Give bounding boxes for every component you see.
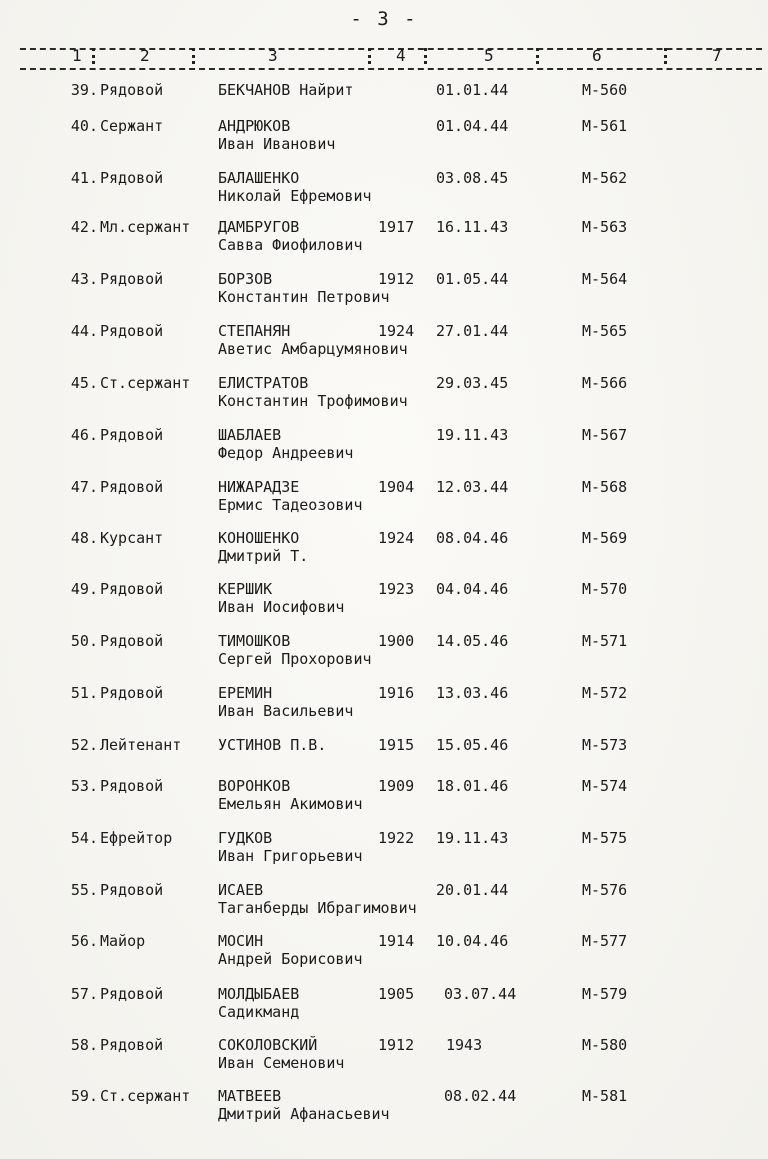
entry-rank: Рядовой — [100, 81, 164, 99]
entry-number: 41. — [70, 169, 98, 187]
column-header-3: 3 — [268, 46, 278, 65]
entry-rank: Рядовой — [100, 777, 164, 795]
column-header-row — [0, 46, 768, 68]
entry-date: 01.05.44 — [436, 270, 509, 288]
entry-given-name: Иван Иосифович — [218, 598, 345, 616]
entry-code: М-564 — [582, 270, 628, 288]
entry-birth-year: 1915 — [378, 736, 415, 754]
entry-given-name: Иван Григорьевич — [218, 847, 363, 865]
entry-number: 57. — [70, 985, 98, 1003]
entry-rank: Рядовой — [100, 684, 164, 702]
entry-date: 10.04.46 — [436, 932, 509, 950]
entry-surname: БЕКЧАНОВ Найрит — [218, 81, 354, 99]
entry-number: 42. — [70, 218, 98, 236]
list-entry — [0, 169, 768, 219]
entry-given-name: Федор Андреевич — [218, 444, 354, 462]
entry-code: М-580 — [582, 1036, 628, 1054]
entry-code: М-571 — [582, 632, 628, 650]
entry-date: 18.01.46 — [436, 777, 509, 795]
entry-date: 12.03.44 — [436, 478, 509, 496]
entry-given-name: Ермис Тадеозович — [218, 496, 363, 514]
entry-birth-year: 1900 — [378, 632, 415, 650]
entry-date: 04.04.46 — [436, 580, 509, 598]
entry-surname: КЕРШИК — [218, 580, 273, 598]
entry-code: М-569 — [582, 529, 628, 547]
entry-surname: ЕРЕМИН — [218, 684, 273, 702]
entry-given-name: Сергей Прохорович — [218, 650, 372, 668]
entry-rank: Рядовой — [100, 322, 164, 340]
entry-surname: КОНОШЕНКО — [218, 529, 300, 547]
entry-date: 19.11.43 — [436, 426, 509, 444]
entry-code: М-574 — [582, 777, 628, 795]
entry-given-name: Иван Иванович — [218, 135, 336, 153]
entry-code: М-560 — [582, 81, 628, 99]
entry-given-name: Андрей Борисович — [218, 950, 363, 968]
column-header-6: 6 — [592, 46, 602, 65]
column-separator — [664, 48, 670, 64]
entry-number: 50. — [70, 632, 98, 650]
entry-code: М-577 — [582, 932, 628, 950]
entry-rank: Ст.сержант — [100, 374, 191, 392]
entry-code: М-570 — [582, 580, 628, 598]
entry-number: 55. — [70, 881, 98, 899]
entry-number: 45. — [70, 374, 98, 392]
entry-given-name: Иван Васильевич — [218, 702, 354, 720]
entry-birth-year: 1914 — [378, 932, 415, 950]
entry-rank: Рядовой — [100, 881, 164, 899]
entry-surname: БОРЗОВ — [218, 270, 273, 288]
entry-number: 53. — [70, 777, 98, 795]
entry-code: М-573 — [582, 736, 628, 754]
entry-birth-year: 1905 — [378, 985, 415, 1003]
list-entry — [0, 684, 768, 734]
entry-birth-year: 1922 — [378, 829, 415, 847]
entry-surname: ТИМОШКОВ — [218, 632, 291, 650]
entry-surname: СТЕПАНЯН — [218, 322, 291, 340]
entry-birth-year: 1912 — [378, 270, 415, 288]
entry-number: 40. — [70, 117, 98, 135]
entry-date: 08.04.46 — [436, 529, 509, 547]
entry-code: М-565 — [582, 322, 628, 340]
entry-date: 01.04.44 — [436, 117, 509, 135]
entry-given-name: Таганберды Ибрагимович — [218, 899, 417, 917]
entry-number: 46. — [70, 426, 98, 444]
entry-rank: Рядовой — [100, 478, 164, 496]
entry-number: 48. — [70, 529, 98, 547]
entry-code: М-572 — [582, 684, 628, 702]
entry-given-name: Николай Ефремович — [218, 187, 372, 205]
column-separator — [536, 48, 542, 64]
list-entry — [0, 829, 768, 879]
entry-birth-year: 1924 — [378, 529, 415, 547]
entry-given-name: Константин Петрович — [218, 288, 390, 306]
column-header-1: 1 — [72, 46, 82, 65]
entry-code: М-579 — [582, 985, 628, 1003]
entry-number: 51. — [70, 684, 98, 702]
entry-surname: ВОРОНКОВ — [218, 777, 291, 795]
list-entry — [0, 426, 768, 476]
entry-surname: МОЛДЫБАЕВ — [218, 985, 300, 1003]
entry-code: М-561 — [582, 117, 628, 135]
entry-given-name: Дмитрий Т. — [218, 547, 309, 565]
entry-date: 01.01.44 — [436, 81, 509, 99]
entry-code: М-566 — [582, 374, 628, 392]
list-entry — [0, 478, 768, 528]
entry-birth-year: 1924 — [378, 322, 415, 340]
entry-date: 08.02.44 — [444, 1087, 517, 1105]
column-separator — [424, 48, 430, 64]
entry-birth-year: 1916 — [378, 684, 415, 702]
entry-surname: АНДРЮКОВ — [218, 117, 291, 135]
entry-rank: Рядовой — [100, 270, 164, 288]
list-entry — [0, 374, 768, 424]
entry-number: 58. — [70, 1036, 98, 1054]
entry-number: 54. — [70, 829, 98, 847]
entry-surname: ГУДКОВ — [218, 829, 273, 847]
list-entry — [0, 1087, 768, 1137]
page-number: - 3 - — [350, 8, 418, 30]
entry-rank: Рядовой — [100, 632, 164, 650]
entry-code: М-562 — [582, 169, 628, 187]
list-entry — [0, 932, 768, 982]
entry-date: 29.03.45 — [436, 374, 509, 392]
entry-rank: Рядовой — [100, 169, 164, 187]
column-header-2: 2 — [140, 46, 150, 65]
list-entry — [0, 117, 768, 167]
column-header-4: 4 — [396, 46, 406, 65]
list-entry — [0, 777, 768, 827]
entry-code: М-567 — [582, 426, 628, 444]
entry-code: М-581 — [582, 1087, 628, 1105]
entry-date: 16.11.43 — [436, 218, 509, 236]
entry-code: М-568 — [582, 478, 628, 496]
entry-given-name: Иван Семенович — [218, 1054, 345, 1072]
entry-date: 20.01.44 — [436, 881, 509, 899]
entry-date: 27.01.44 — [436, 322, 509, 340]
entry-rank: Курсант — [100, 529, 164, 547]
entry-rank: Ст.сержант — [100, 1087, 191, 1105]
header-rule-bottom — [20, 68, 762, 70]
entry-number: 56. — [70, 932, 98, 950]
entry-rank: Сержант — [100, 117, 164, 135]
entry-rank: Ефрейтор — [100, 829, 173, 847]
entry-date: 19.11.43 — [436, 829, 509, 847]
list-entry — [0, 218, 768, 268]
column-header-5: 5 — [484, 46, 494, 65]
entry-given-name: Савва Фиофилович — [218, 236, 363, 254]
list-entry — [0, 270, 768, 320]
list-entry — [0, 985, 768, 1035]
entry-given-name: Аветис Амбарцумянович — [218, 340, 408, 358]
entry-birth-year: 1917 — [378, 218, 415, 236]
list-entry — [0, 1036, 768, 1086]
entry-surname: СОКОЛОВСКИЙ — [218, 1036, 318, 1054]
entry-rank: Рядовой — [100, 1036, 164, 1054]
entry-birth-year: 1912 — [378, 1036, 415, 1054]
entry-date: 14.05.46 — [436, 632, 509, 650]
list-entry — [0, 632, 768, 682]
entry-rank: Рядовой — [100, 426, 164, 444]
entry-code: М-563 — [582, 218, 628, 236]
entry-birth-year: 1923 — [378, 580, 415, 598]
entry-rank: Мл.сержант — [100, 218, 191, 236]
entry-surname: НИЖАРАДЗЕ — [218, 478, 300, 496]
entry-date: 03.08.45 — [436, 169, 509, 187]
list-entry — [0, 529, 768, 579]
entry-number: 43. — [70, 270, 98, 288]
entry-rank: Майор — [100, 932, 146, 950]
entry-code: М-576 — [582, 881, 628, 899]
column-separator — [192, 48, 198, 64]
entry-given-name: Константин Трофимович — [218, 392, 408, 410]
entry-birth-year: 1909 — [378, 777, 415, 795]
entry-number: 49. — [70, 580, 98, 598]
list-entry — [0, 580, 768, 630]
entry-date: 15.05.46 — [436, 736, 509, 754]
entry-number: 59. — [70, 1087, 98, 1105]
entry-given-name: Дмитрий Афанасьевич — [218, 1105, 390, 1123]
entry-surname: ЕЛИСТРАТОВ — [218, 374, 309, 392]
entry-number: 47. — [70, 478, 98, 496]
entry-birth-year: 1904 — [378, 478, 415, 496]
entry-rank: Рядовой — [100, 985, 164, 1003]
column-header-7: 7 — [712, 46, 722, 65]
column-separator — [368, 48, 374, 64]
entry-date: 13.03.46 — [436, 684, 509, 702]
entry-rank: Рядовой — [100, 580, 164, 598]
entry-surname: ИСАЕВ — [218, 881, 264, 899]
entry-given-name: Емельян Акимович — [218, 795, 363, 813]
entry-number: 52. — [70, 736, 98, 754]
entry-surname: УСТИНОВ П.В. — [218, 736, 327, 754]
list-entry — [0, 322, 768, 372]
entry-number: 39. — [70, 81, 98, 99]
entry-code: М-575 — [582, 829, 628, 847]
entry-date: 03.07.44 — [444, 985, 517, 1003]
entry-given-name: Садикманд — [218, 1003, 300, 1021]
entry-rank: Лейтенант — [100, 736, 182, 754]
entry-surname: МАТВЕЕВ — [218, 1087, 282, 1105]
entry-surname: БАЛАШЕНКО — [218, 169, 300, 187]
entry-date: 1943 — [446, 1036, 483, 1054]
column-separator — [92, 48, 98, 64]
entry-surname: МОСИН — [218, 932, 264, 950]
list-entry — [0, 881, 768, 931]
entry-number: 44. — [70, 322, 98, 340]
entry-surname: ДАМБРУГОВ — [218, 218, 300, 236]
entry-surname: ШАБЛАЕВ — [218, 426, 282, 444]
